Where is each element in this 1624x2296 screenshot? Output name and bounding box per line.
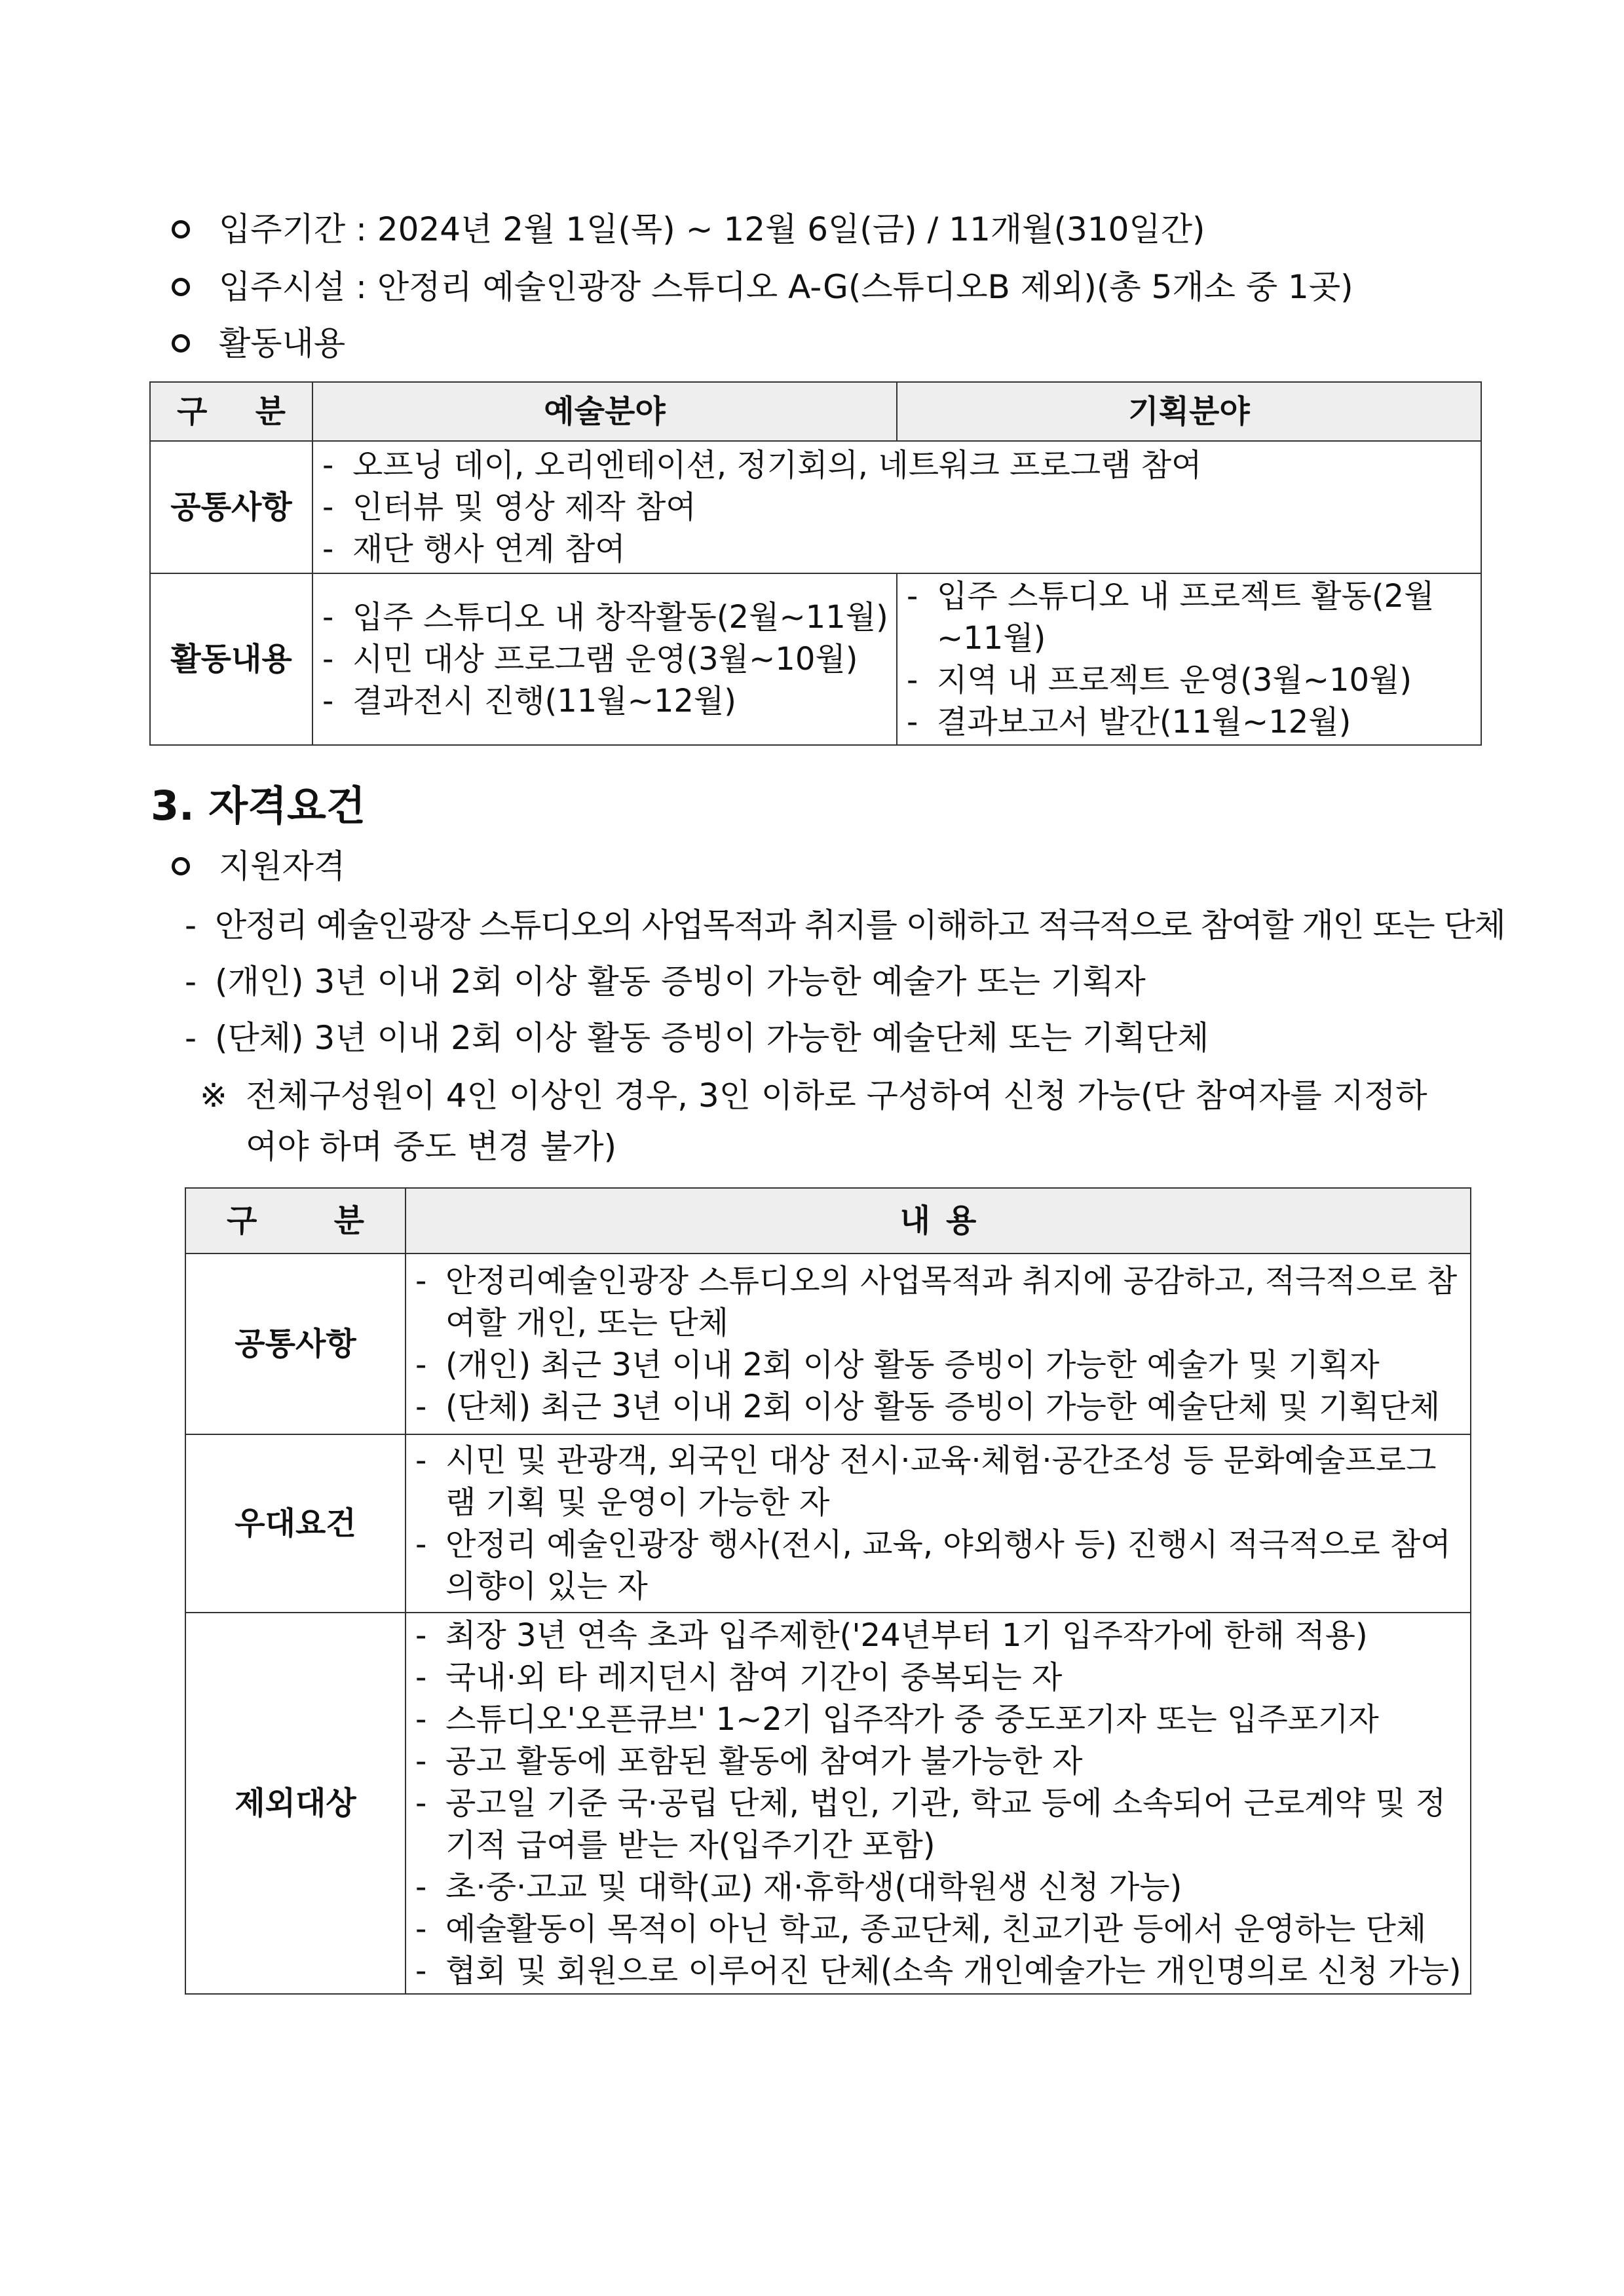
activity-header-category: 구 분	[150, 382, 312, 441]
list-item: - 입주 스튜디오 내 창작활동(2월~11월)	[322, 599, 888, 636]
eligibility-line: - 안정리 예술인광장 스튜디오의 사업목적과 취지를 이해하고 적극적으로 참여할 개인 또는 단체	[185, 906, 1505, 944]
circle-bullet-icon	[172, 857, 190, 875]
qual-preferred-cell	[406, 1434, 1471, 1613]
list-item: - 입주 스튜디오 내 프로젝트 활동(2월~11월)	[907, 578, 1435, 657]
list-item: - 초·중·고교 및 대학(교) 재·휴학생(대학원생 신청 가능)	[415, 1869, 1182, 1905]
circle-bullet-icon	[172, 220, 190, 239]
eligibility-note: ※ 전체구성원이 4인 이상인 경우, 3인 이하로 구성하여 신청 가능(단 참여자를 지정하	[200, 1075, 1484, 1117]
circle-bullet-icon	[172, 334, 190, 353]
qual-common-label: 공통사항	[185, 1253, 406, 1434]
list-item: - 재단 행사 연계 참여	[322, 531, 626, 567]
list-item: - 공고일 기준 국·공립 단체, 법인, 기관, 학교 등에 소속되어 근로계약 및 정기적 급여를 받는 자(입주기간 포함)	[415, 1785, 1446, 1864]
list-item: - 지역 내 프로젝트 운영(3월~10월)	[907, 662, 1412, 698]
activity-table	[149, 381, 1482, 746]
qualification-table	[185, 1187, 1471, 1995]
info-line-facility	[172, 266, 1482, 308]
list-item: - 스튜디오'오픈큐브' 1~2기 입주작가 중 중도포기자 또는 입주포기자	[415, 1701, 1379, 1738]
activity-plan-cell	[897, 573, 1481, 745]
qual-header-content: 내 용	[406, 1188, 1471, 1253]
activity-common-cell	[312, 441, 1481, 573]
list-item: - 협회 및 회원으로 이루어진 단체(소속 개인예술가는 개인명의로 신청 가능)	[415, 1953, 1462, 1989]
list-item: - 예술활동이 목적이 아닌 학교, 종교단체, 친교기관 등에서 운영하는 단체	[415, 1911, 1427, 1947]
list-item: - 오프닝 데이, 오리엔테이션, 정기회의, 네트워크 프로그램 참여	[322, 447, 1202, 484]
info-activity-text: 활동내용	[219, 324, 346, 362]
list-item: - 결과전시 진행(11월~12월)	[322, 683, 737, 719]
list-item: - 인터뷰 및 영상 제작 참여	[322, 489, 696, 526]
eligibility-line: - (개인) 3년 이내 2회 이상 활동 증빙이 가능한 예술가 또는 기획자	[185, 963, 1146, 1001]
info-line-period	[172, 208, 1482, 250]
info-period-text: 입주기간 : 2024년 2월 1일(목) ~ 12월 6일(금) / 11개월(310일간)	[219, 210, 1205, 248]
list-item: - 안정리 예술인광장 행사(전시, 교육, 야외행사 등) 진행시 적극적으로 참여 의향이 있는 자	[415, 1526, 1451, 1605]
list-item: - 안정리예술인광장 스튜디오의 사업목적과 취지에 공감하고, 적극적으로 참여할 개인, 또는 단체	[415, 1263, 1458, 1341]
info-line-activity	[172, 322, 1482, 364]
qual-excluded-label: 제외대상	[185, 1613, 406, 1994]
list-item: - 국내·외 타 레지던시 참여 기간이 중복되는 자	[415, 1659, 1063, 1696]
activity-common-label: 공통사항	[150, 441, 312, 573]
activity-header-art: 예술분야	[312, 382, 897, 441]
list-item: - 시민 및 관광객, 외국인 대상 전시·교육·체험·공간조성 등 문화예술프로그램 기획 및 운영이 가능한 자	[415, 1442, 1437, 1521]
list-item: - 결과보고서 발간(11월~12월)	[907, 704, 1351, 740]
list-item: - (단체) 최근 3년 이내 2회 이상 활동 증빙이 가능한 예술단체 및 기획단체	[415, 1388, 1441, 1425]
list-item: - 시민 대상 프로그램 운영(3월~10월)	[322, 641, 858, 678]
list-item: - 최장 3년 연속 초과 입주제한('24년부터 1기 입주작가에 한해 적용)	[415, 1617, 1368, 1654]
qual-common-cell	[406, 1253, 1471, 1434]
list-item: - (개인) 최근 3년 이내 2회 이상 활동 증빙이 가능한 예술가 및 기획자	[415, 1347, 1380, 1383]
eligibility-note-cont: 여야 하며 중도 변경 불가)	[246, 1128, 617, 1166]
qual-header-category: 구 분	[185, 1188, 406, 1253]
qual-excluded-cell	[406, 1613, 1471, 1994]
qual-preferred-label: 우대요건	[185, 1434, 406, 1613]
activity-activity-label: 활동내용	[150, 573, 312, 745]
section-title: 3. 자격요건	[151, 782, 366, 830]
eligibility-subheading: 지원자격	[172, 845, 1351, 887]
info-facility-text: 입주시설 : 안정리 예술인광장 스튜디오 A-G(스튜디오B 제외)(총 5개소 중 1곳)	[219, 268, 1353, 306]
activity-art-cell	[312, 573, 897, 745]
activity-header-plan: 기획분야	[897, 382, 1481, 441]
circle-bullet-icon	[172, 278, 190, 296]
reference-mark-icon: ※	[200, 1077, 227, 1115]
list-item: - 공고 활동에 포함된 활동에 참여가 불가능한 자	[415, 1743, 1083, 1780]
eligibility-line: - (단체) 3년 이내 2회 이상 활동 증빙이 가능한 예술단체 또는 기획단체	[185, 1019, 1209, 1057]
